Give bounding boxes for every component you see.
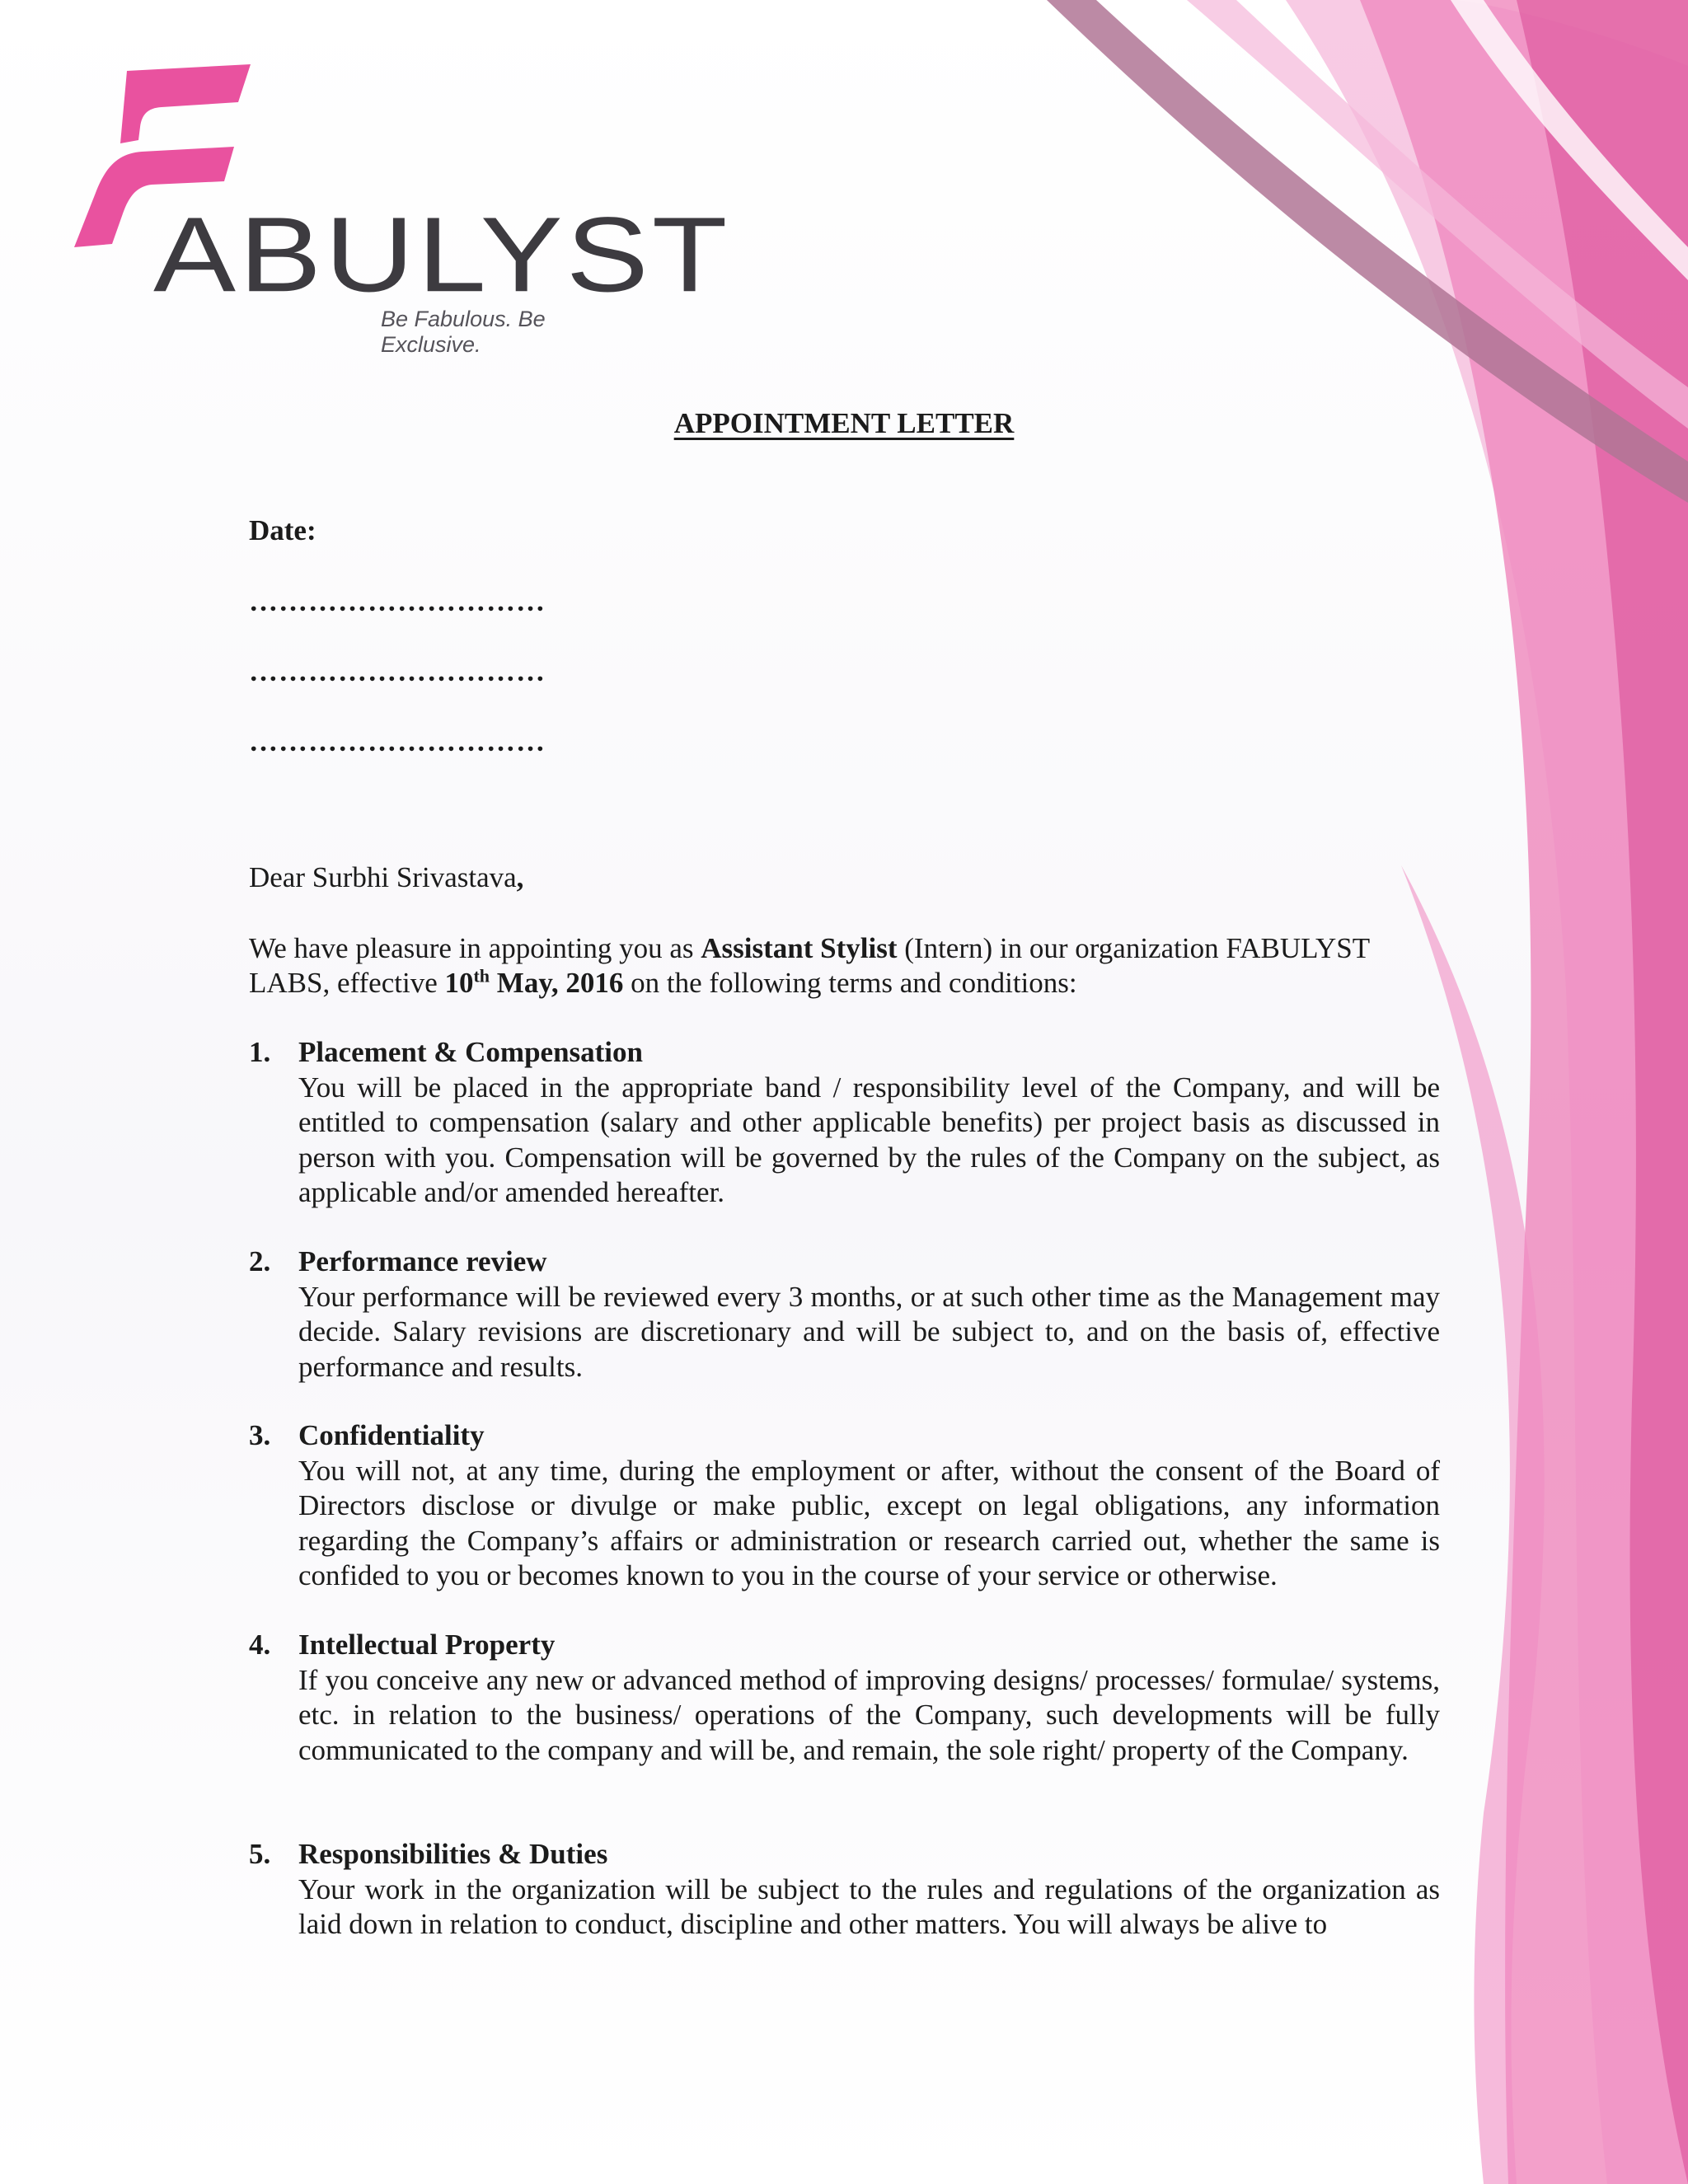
logo-wordmark: ABULYST	[153, 194, 731, 314]
intro-paragraph	[249, 931, 1439, 1001]
section-number: 5.	[249, 1838, 271, 1870]
section-number: 3.	[249, 1419, 271, 1451]
section-heading: Responsibilities & Duties	[298, 1838, 608, 1870]
section-heading: Placement & Compensation	[298, 1036, 644, 1068]
salutation	[249, 861, 523, 894]
section-body: You will be placed in the appropriate band / responsibility level of the Company, and will be entitled to compensation (salary and other applicable benefits) per project basis as discussed in person with you. Compensation will be governed by the rules of the Company on the subject, as applicable and/or amended hereafter.	[298, 1071, 1440, 1208]
section-heading: Intellectual Property	[298, 1629, 556, 1661]
section-number: 4.	[249, 1629, 271, 1661]
company-logo	[69, 61, 731, 357]
date-label: Date:	[249, 514, 316, 546]
section-number: 2.	[249, 1245, 271, 1277]
section-body: Your work in the organization will be subject to the rules and regulations of the organization as laid down in relation to conduct, discipline and other matters. You will always be alive to	[298, 1873, 1440, 1941]
section-heading: Performance review	[298, 1245, 547, 1277]
intro-day-suffix: th	[473, 965, 490, 987]
section-number: 1.	[249, 1036, 271, 1068]
section-heading: Confidentiality	[298, 1419, 485, 1451]
intro-role: Assistant Stylist	[701, 932, 898, 964]
intro-day: 10	[444, 967, 474, 999]
section-body: Your performance will be reviewed every 3 months, or at such other time as the Management may decide. Salary revisions are discretionary and will be subject to, and on the basis of, effective performance and results.	[298, 1281, 1440, 1383]
address-line-1: …………………………	[249, 585, 546, 617]
section-body: You will not, at any time, during the employment or after, without the consent of the Board of Directors disclose or divulge or make public, except on legal obligations, any information regarding the Company’s affairs or administration or research carried out, whether the same is confided to you or becomes known to you in the course of your service or otherwise.	[298, 1455, 1440, 1591]
logo-tagline: Be Fabulous. Be Exclusive.	[381, 307, 546, 357]
section-body: If you conceive any new or advanced method of improving designs/ processes/ formulae/ systems, etc. in relation to the business/ operations of the Company, such developments will be fully communicated to the company and will be, and remain, the sole right/ property of the Company.	[298, 1664, 1440, 1766]
salutation-comma: ,	[516, 861, 524, 893]
intro-text-3: on the following terms and conditions:	[623, 967, 1077, 999]
salutation-name: Dear Surbhi Srivastava	[249, 861, 517, 893]
intro-date	[444, 967, 623, 999]
address-line-3: …………………………	[249, 725, 546, 757]
intro-text-1: We have pleasure in appointing you as	[249, 932, 701, 964]
intro-month-year: May, 2016	[490, 967, 624, 999]
address-line-2: …………………………	[249, 655, 546, 687]
letter-title: APPOINTMENT LETTER	[673, 407, 1015, 439]
intro-text-2: (Intern) in our organization FABULYST LABS, effective	[249, 932, 1370, 999]
